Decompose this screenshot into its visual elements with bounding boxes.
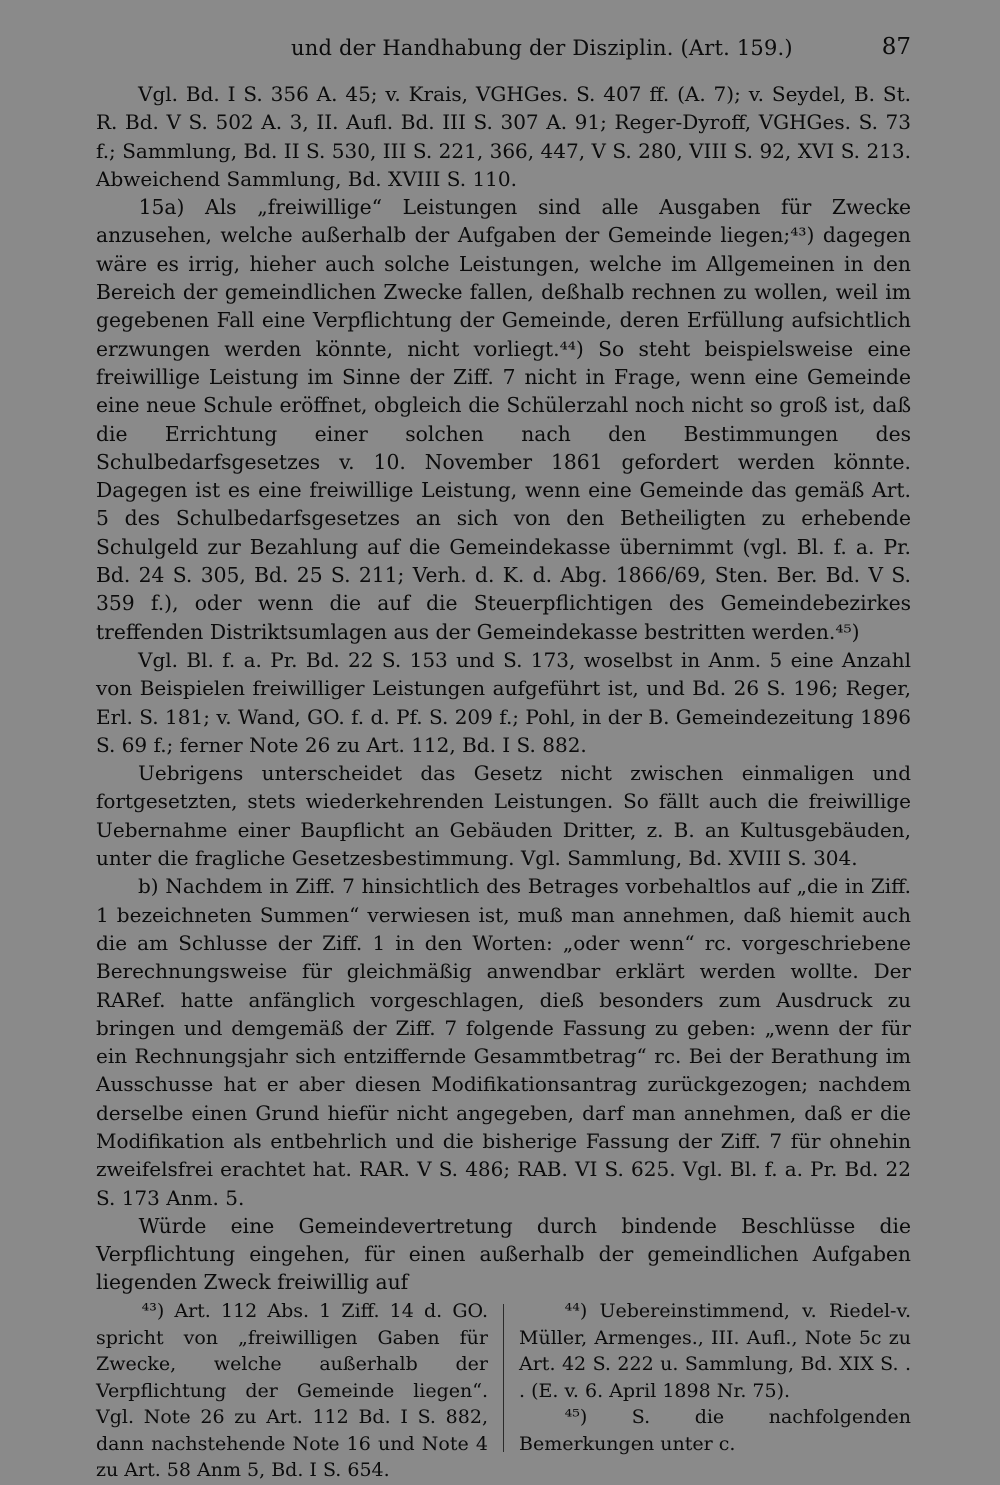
paragraph-15a: 15a) Als „freiwillige“ Leistungen sind alle Ausgaben für Zwecke anzusehen, welche außerhalb der Aufgaben der Gemeinde liegen;⁴³) dagegen wäre es irrig, hieher auch solche Leistungen, welche im Allgemeinen in den Bereich der gemeindlichen Zwecke fallen, deßhalb rechnen zu wollen, weil im gegebenen Fall eine Verpflichtung der Gemeinde, deren Erfüllung aufsichtlich erzwungen werden könnte, nicht vorliegt.⁴⁴) So steht beispielsweise eine freiwillige Leistung im Sinne der Ziff. 7 nicht in Frage, wenn eine Gemeinde eine neue Schule eröffnet, obgleich die Schülerzahl noch nicht so groß ist, daß die Errichtung einer solchen nach den Bestimmungen des Schulbedarfsgesetzes v. 10. November 1861 gefordert werden könnte. Dagegen ist es eine freiwillige Leistung, wenn eine Gemeinde das gemäß Art. 5 des Schulbedarfsgesetzes an sich von den Betheiligten zu erhebende Schulgeld zur Bezahlung auf die Gemeindekasse übernimmt (vgl. Bl. f. a. Pr. Bd. 24 S. 305, Bd. 25 S. 211; Verh. d. K. d. Abg. 1866/69, Sten. Ber. Bd. V S. 359 f.), oder wenn die auf die Steuerpflichtigen des Gemeindebezirkes treffenden Distriktsumlagen aus der Gemeindekasse bestritten werden.⁴⁵): [96, 195, 911, 644]
paragraph-references-1: Vgl. Bd. I S. 356 A. 45; v. Krais, VGHGes. S. 407 ff. (A. 7); v. Seydel, B. St. R. Bd. V S. 502 A. 3, II. Aufl. Bd. III S. 307 A. 91; Reger-Dyroff, VGHGes. S. 73 f.; Sammlung, Bd. II S. 530, III S. 221, 366, 447, V S. 280, VIII S. 92, XVI S. 213. Abweichend Sammlung, Bd. XVIII S. 110.: [96, 82, 911, 191]
paragraph-uebrigens: Uebrigens unterscheidet das Gesetz nicht zwischen einmaligen und fortgesetzten, stets wiederkehrenden Leistungen. So fällt auch die freiwillige Uebernahme einer Baupflicht an Gebäuden Dritter, z. B. an Kultusgebäuden, unter die fragliche Gesetzesbestimmung. Vgl. Sammlung, Bd. XVIII S. 304.: [96, 761, 911, 871]
footnote-column-divider: [503, 1304, 504, 1452]
footnotes-right-column: [519, 1298, 911, 1458]
footnote-45: ⁴⁵) S. die nachfolgenden Bemerkungen unter c.: [519, 1406, 911, 1455]
paragraph-wuerde: Würde eine Gemeindevertretung durch bindende Beschlüsse die Verpflichtung eingehen, für einen außerhalb der gemeindlichen Aufgaben liegenden Zweck freiwillig auf: [96, 1213, 911, 1295]
page-number: 87: [881, 34, 911, 60]
document-page: [96, 30, 911, 1481]
paragraph-b: b) Nachdem in Ziff. 7 hinsichtlich des Betrages vorbehaltlos auf „die in Ziff. 1 bezeichneten Summen“ verwiesen ist, muß man annehmen, daß hiemit auch die am Schlusse der Ziff. 1 in den Worten: „oder wenn“ rc. vorgeschriebene Berechnungsweise für gleichmäßig anwendbar erklärt werden wollte. Der RARef. hatte anfänglich vorgeschlagen, dieß besonders zum Ausdruck zu bringen und demgemäß der Ziff. 7 folgende Fassung zu geben: „wenn der für ein Rechnungsjahr sich entziffernde Gesammtbetrag“ rc. Bei der Berathung im Ausschusse hat er aber diesen Modifikationsantrag zurückgezogen; nachdem derselbe einen Grund hiefür nicht angegeben, darf man annehmen, daß er die Modifikation als entbehrlich und die bisherige Fassung der Ziff. 7 für ohnehin zweifelsfrei erachtet hat. RAR. V S. 486; RAB. VI S. 625. Vgl. Bl. f. a. Pr. Bd. 22 S. 173 Anm. 5.: [96, 874, 911, 1210]
footnotes-left-column: [96, 1298, 488, 1481]
footnote-44: ⁴⁴) Uebereinstimmend, v. Riedel-v. Müller, Armenges., III. Aufl., Note 5c zu Art. 42 S. 222 u. Sammlung, Bd. XIX S. . . (E. v. 6. April 1898 Nr. 75).: [519, 1300, 911, 1402]
footnote-43: ⁴³) Art. 112 Abs. 1 Ziff. 14 d. GO. spricht von „freiwilligen Gaben für Zwecke, welche außerhalb der Verpflichtung der Gemeinde liegen“. Vgl. Note 26 zu Art. 112 Bd. I S. 882, dann nachstehende Note 16 und Note 4 zu Art. 58 Anm 5, Bd. I S. 654.: [96, 1300, 488, 1481]
running-title: und der Handhabung der Disziplin. (Art. 159.): [291, 36, 793, 60]
main-text: [96, 80, 911, 1297]
footnotes: [96, 1298, 911, 1481]
page-header: [96, 30, 911, 70]
paragraph-references-2: Vgl. Bl. f. a. Pr. Bd. 22 S. 153 und S. 173, woselbst in Anm. 5 eine Anzahl von Beispielen freiwilliger Leistungen aufgeführt ist, und Bd. 26 S. 196; Reger, Erl. S. 181; v. Wand, GO. f. d. Pf. S. 209 f.; Pohl, in der B. Gemeindezeitung 1896 S. 69 f.; ferner Note 26 zu Art. 112, Bd. I S. 882.: [96, 647, 911, 757]
